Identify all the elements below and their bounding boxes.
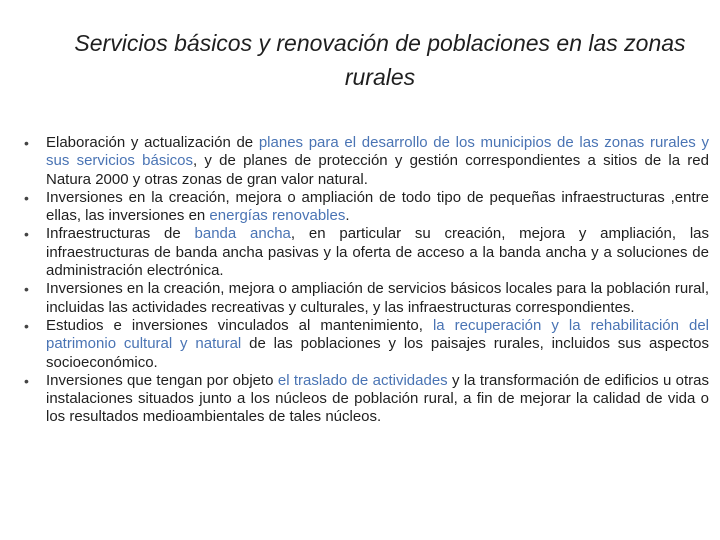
bullet-dot-icon: •: [24, 135, 29, 151]
bullet-item: [24, 188, 709, 226]
bullet-text: Inversiones que tengan por objeto: [46, 371, 278, 389]
bullet-item: [24, 316, 710, 372]
bullet-dot-icon: •: [24, 281, 29, 298]
bullet-text: Inversiones en la creación, mejora o ampliación de todo tipo de pequeñas infraestructuras ,entre ellas, las inversiones en: [46, 188, 709, 225]
highlighted-text: la recuperación y la rehabilitación del patrimonio cultural y natural: [46, 316, 710, 353]
highlighted-text: banda ancha: [194, 225, 291, 243]
bullet-dot-icon: •: [24, 317, 29, 334]
bullet-text: de las poblaciones y los paisajes rurales, incluidos sus aspectos socioeconómico.: [46, 335, 709, 371]
highlighted-text: el traslado de actividades: [277, 371, 448, 389]
highlighted-text: energías renovables: [209, 207, 346, 225]
bullet-item: [24, 371, 710, 427]
bullet-dot-icon: •: [24, 226, 29, 243]
highlighted-text: planes para el desarrollo de los municipios de las zonas rurales y sus servicios básicos: [46, 134, 709, 170]
bullet-text: Inversiones en la creación, mejora o ampliación de servicios básicos locales para la población rural, incluidas las actividades recreativas y culturales, y las infraestructuras correspondientes.: [46, 280, 709, 316]
slide-title: Servicios básicos y renovación de poblaciones en las zonas rurales: [74, 30, 686, 90]
bullet-text: , y de planes de protección y gestión correspondientes a sitios de la red Natura 2000 y otras zonas de gran valor natural.: [46, 152, 709, 188]
bullet-dot-icon: •: [24, 189, 29, 206]
bullet-text: , en particular su creación, mejora y ampliación, las infraestructuras de banda ancha pasivas y la oferta de acceso a la banda ancha y a soluciones de administración electrónica.: [46, 225, 709, 280]
bullet-text: y la transformación de edificios u otras instalaciones situados junto a los núcleos de población rural, a fin de mejorar la calidad de vida o los resultados medioambientales de tales núcleos.: [46, 371, 710, 426]
bullet-item: [24, 225, 709, 280]
bullet-item: [24, 280, 709, 317]
bullet-item: [24, 134, 709, 189]
bullet-text: Elaboración y actualización de: [46, 134, 259, 151]
bullet-text: .: [345, 207, 350, 225]
bullet-dot-icon: •: [24, 372, 29, 389]
bullet-text: Estudios e inversiones vinculados al mantenimiento,: [46, 316, 433, 334]
bullet-text: Infraestructuras de: [46, 225, 195, 243]
bullet-list: [24, 134, 710, 427]
